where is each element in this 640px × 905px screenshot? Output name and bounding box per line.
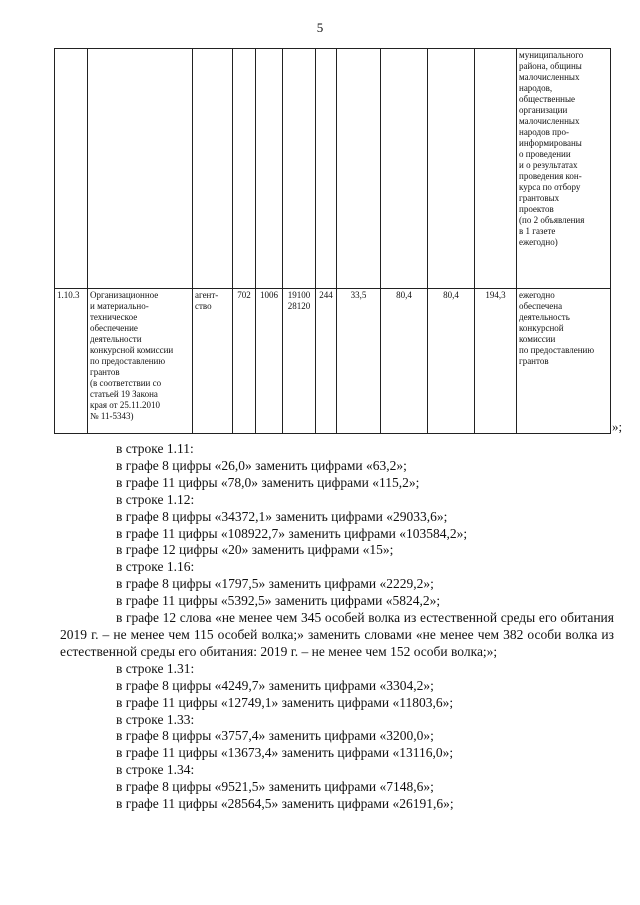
code-cell-2: 1006 bbox=[256, 289, 283, 434]
result-cell: ежегодно обеспечена деятельность конкурсной комиссии по предоставлению грантов bbox=[517, 289, 611, 434]
paragraph: в графе 12 цифры «20» заменить цифрами «15»; bbox=[116, 542, 394, 558]
paragraph: в графе 8 цифры «1797,5» заменить цифрами «2229,2»; bbox=[116, 576, 434, 592]
closing-quote-mark: »; bbox=[612, 419, 623, 434]
code-cell-1: 702 bbox=[233, 289, 256, 434]
paragraph: в строке 1.16: bbox=[116, 559, 195, 575]
paragraph: в графе 8 цифры «34372,1» заменить цифрами «29033,6»; bbox=[116, 508, 448, 524]
paragraph: в графе 11 цифры «28564,5» заменить цифрами «26191,6»; bbox=[116, 796, 454, 812]
paragraph: в графе 12 слова «не менее чем 345 особей волка из естественной среды его обитания 2019 г. – не менее чем 115 особей волка;» заменить словами «не менее чем 382 особи волка из естественной среды его обитания: 2019 г. – не менее чем 152 особи волка;»; bbox=[60, 610, 614, 659]
page-number: 5 bbox=[316, 20, 324, 35]
code-cell-3: 19100 28120 bbox=[283, 289, 316, 434]
amendment-table bbox=[54, 48, 611, 434]
value-cell-3: 80,4 bbox=[428, 289, 475, 434]
paragraph: в графе 8 цифры «3757,4» заменить цифрами «3200,0»; bbox=[116, 728, 434, 744]
paragraph: в графе 11 цифры «5392,5» заменить цифрами «5824,2»; bbox=[116, 593, 441, 609]
value-cell-1: 33,5 bbox=[337, 289, 381, 434]
row-number-cell: 1.10.3 bbox=[55, 289, 88, 434]
paragraph: в строке 1.34: bbox=[116, 762, 195, 778]
paragraph: в графе 8 цифры «4249,7» заменить цифрами «3304,2»; bbox=[116, 677, 434, 693]
executor-cell: агент- ство bbox=[193, 289, 233, 434]
paragraph: в строке 1.31: bbox=[116, 660, 195, 676]
paragraph: в графе 8 цифры «26,0» заменить цифрами «63,2»; bbox=[116, 457, 407, 473]
paragraph: в графе 11 цифры «78,0» заменить цифрами «115,2»; bbox=[116, 474, 420, 490]
paragraph: в графе 8 цифры «9521,5» заменить цифрами «7148,6»; bbox=[116, 779, 434, 795]
paragraph: в графе 11 цифры «12749,1» заменить цифрами «11803,6»; bbox=[116, 694, 454, 710]
amendment-text bbox=[60, 441, 614, 813]
code-cell-4: 244 bbox=[316, 289, 337, 434]
result-cell: муниципального района, общины малочисленных народов, общественные организации малочисленных народов про- информированы о проведении и о результатах проведения кон- курса по отбору грантовых проектов (по 2 объявления в 1 газете ежегодно) bbox=[517, 49, 611, 289]
value-cell-4: 194,3 bbox=[475, 289, 517, 434]
activity-name-cell: Организационное и материально- техническое обеспечение деятельности конкурсной комиссии по предоставлению грантов (в соответствии со статьей 19 Закона края от 25.11.2010 № 11-5343) bbox=[88, 289, 193, 434]
paragraph: в графе 11 цифры «108922,7» заменить цифрами «103584,2»; bbox=[116, 525, 468, 541]
paragraph: в строке 1.33: bbox=[116, 711, 195, 727]
paragraph: в строке 1.12: bbox=[116, 491, 195, 507]
table-row-1-10-3 bbox=[55, 289, 611, 434]
paragraph: в строке 1.11: bbox=[116, 441, 194, 456]
paragraph: в графе 11 цифры «13673,4» заменить цифрами «13116,0»; bbox=[116, 745, 454, 761]
table-row-continued bbox=[55, 49, 611, 289]
value-cell-2: 80,4 bbox=[381, 289, 428, 434]
